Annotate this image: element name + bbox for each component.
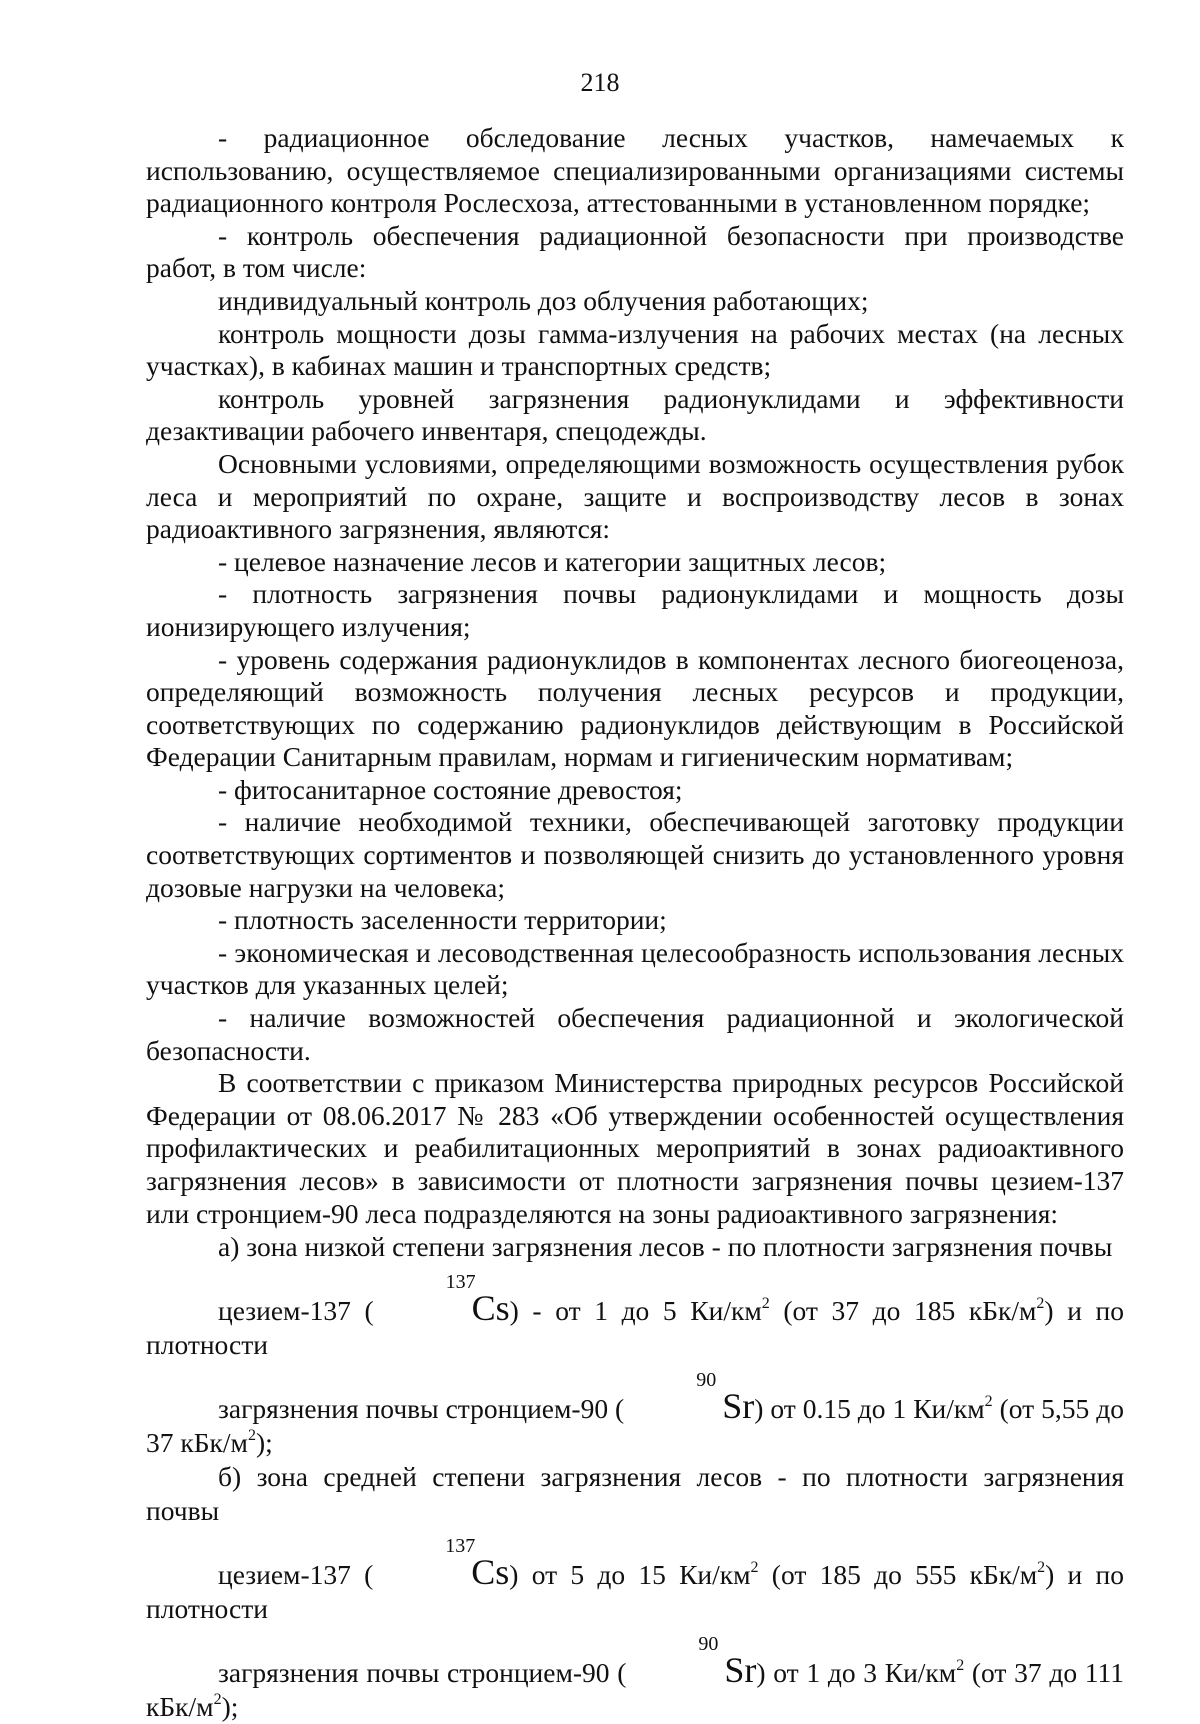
zone-a-cs-range-bq: (от 37 до 185 кБк/м — [769, 1295, 1037, 1327]
document-body — [146, 122, 1124, 1724]
zone-a-paragraph — [146, 1230, 1124, 1460]
superscript: 2 — [750, 1559, 759, 1577]
zone-a-sr-prefix: загрязнения почвы стронцием-90 ( — [218, 1393, 625, 1425]
paragraph: - контроль обеспечения радиационной безопасности при производстве работ, в том числе: — [146, 219, 1124, 284]
zone-b-sr-line — [146, 1633, 1124, 1724]
zone-b-sr-range-bq: (от 37 до 111 кБк/м — [146, 1657, 1124, 1723]
zone-a-cs-prefix: цезием-137 ( — [218, 1295, 374, 1327]
sr90-symbol: Sr — [724, 1650, 757, 1691]
cs137-symbol: Cs — [471, 1288, 510, 1329]
paragraph: индивидуальный контроль доз облучения работающих; — [218, 284, 869, 316]
paragraph: - фитосанитарное состояние древостоя; — [218, 773, 683, 805]
zone-b-cs-range: ) от 5 до 15 Ки/км — [509, 1559, 751, 1591]
zone-a-sr-range-bq: (от 5,55 до 37 кБк/м — [146, 1393, 1124, 1459]
superscript: 2 — [247, 1427, 256, 1445]
zone-b-sr-suffix: ); — [221, 1691, 239, 1723]
page-number: 218 — [580, 68, 620, 97]
cs137-mass-number: 137 — [445, 1535, 476, 1558]
sr90-nuclide — [626, 1633, 757, 1691]
zone-b-sr-prefix: загрязнения почвы стронцием-90 ( — [218, 1657, 627, 1689]
paragraph: Основными условиями, определяющими возможность осуществления рубок леса и мероприятий по охране, защите и воспроизводству лесов в зонах радиоактивного загрязнения, являются: — [146, 447, 1124, 545]
superscript: 2 — [761, 1295, 770, 1313]
cs137-nuclide — [373, 1535, 510, 1593]
superscript: 2 — [213, 1691, 222, 1709]
zone-b-cs-line — [146, 1535, 1124, 1626]
superscript: 2 — [956, 1657, 965, 1675]
zone-b-paragraph — [146, 1460, 1124, 1724]
sr90-symbol: Sr — [722, 1386, 755, 1427]
zone-b-intro: б) зона средней степени загрязнения лесов - по плотности загрязнения почвы — [146, 1461, 1124, 1527]
cs137-nuclide — [374, 1271, 510, 1329]
paragraph: В соответствии с приказом Министерства природных ресурсов Российской Федерации от 08.06.2017 № 283 «Об утверждении особенностей осуществления профилактических и реабилитационных мероприятий в зонах радиоактивного загрязнения лесов» в зависимости от плотности загрязнения почвы цезием-137 или стронцием-90 леса подразделяются на зоны радиоактивного загрязнения: — [146, 1067, 1124, 1229]
paragraph: - экономическая и лесоводственная целесообразность использования лесных участков для указанных целей; — [146, 936, 1124, 1001]
zone-b-cs-range-bq: (от 185 до 555 кБк/м — [758, 1559, 1038, 1591]
zone-b-sr-range: ) от 1 до 3 Ки/км — [756, 1657, 957, 1689]
paragraph: - наличие необходимой техники, обеспечивающей заготовку продукции соответствующих сортиментов и позволяющей снизить до установленного уровня дозовые нагрузки на человека; — [146, 806, 1124, 903]
cs137-mass-number: 137 — [445, 1271, 476, 1294]
superscript: 2 — [1037, 1559, 1046, 1577]
zone-a-cs-line — [146, 1271, 1124, 1362]
sr90-mass-number: 90 — [696, 1369, 717, 1392]
zone-a-sr-line — [146, 1369, 1124, 1460]
paragraph: - уровень содержания радионуклидов в компонентах лесного биогеоценоза, определяющий возможность получения лесных ресурсов и продукции, соответствующих по содержанию радионуклидов действующим в Российской Федерации Санитарным правилам, нормам и гигиеническим нормативам; — [146, 643, 1124, 773]
sr90-mass-number: 90 — [698, 1633, 719, 1656]
zone-a-cs-suffix: ) и по плотности — [146, 1295, 1124, 1361]
zone-a-sr-suffix: ); — [255, 1427, 273, 1459]
superscript: 2 — [984, 1393, 993, 1411]
zone-b-cs-suffix: ) и по плотности — [146, 1559, 1124, 1625]
paragraph: контроль мощности дозы гамма-излучения на рабочих местах (на лесных участках), в кабинах машин и транспортных средств; — [146, 317, 1124, 382]
zone-b-cs-prefix: цезием-137 ( — [218, 1559, 374, 1591]
paragraph: - плотность заселенности территории; — [218, 904, 667, 936]
sr90-nuclide — [624, 1369, 755, 1427]
paragraph: - целевое назначение лесов и категории защитных лесов; — [218, 545, 887, 577]
superscript: 2 — [1036, 1295, 1045, 1313]
zone-a-intro: а) зона низкой степени загрязнения лесов - по плотности загрязнения почвы — [218, 1231, 1113, 1263]
paragraph: - наличие возможностей обеспечения радиационной и экологической безопасности. — [146, 1002, 1124, 1066]
zone-a-sr-range: ) от 0.15 до 1 Ки/км — [754, 1393, 985, 1425]
paragraph: - радиационное обследование лесных участков, намечаемых к использованию, осуществляемое специализированными организациями системы радиационного контроля Рослесхоза, аттестованными в установленном порядке; — [146, 122, 1124, 219]
paragraph: контроль уровней загрязнения радионуклидами и эффективности дезактивации рабочего инвентаря, спецодежды. — [146, 382, 1124, 447]
cs137-symbol: Cs — [471, 1552, 510, 1593]
zone-a-cs-range: ) - от 1 до 5 Ки/км — [509, 1295, 762, 1327]
paragraph: - плотность загрязнения почвы радионуклидами и мощность дозы ионизирующего излучения; — [146, 578, 1124, 642]
